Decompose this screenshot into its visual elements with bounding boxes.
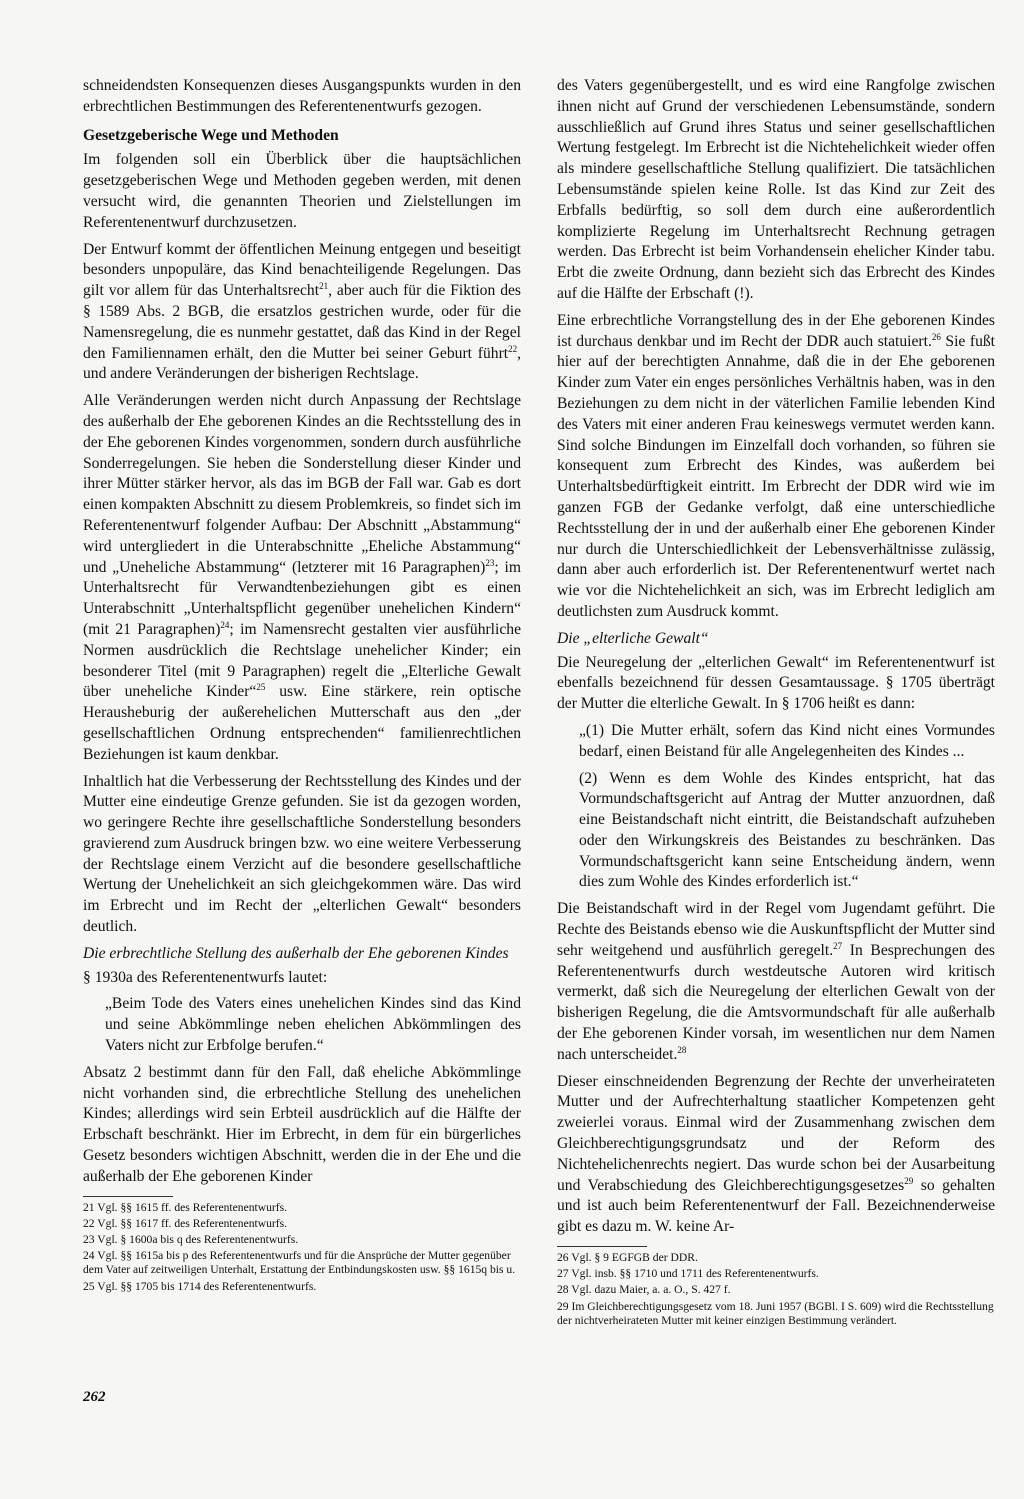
paragraph: Inhaltlich hat die Verbesserung der Rechtsstellung des Kindes und der Mutter eine eindeutige Grenze gefunden. Sie ist da gezogen worden, wo geringere Rechte ihre gesellschaftliche Sonderstellung besonders gravierend zum Ausdruck bringen bzw. wo eine weitere Verbesserung der Rechtslage einem Verzicht auf die besondere gesellschaftliche Wertung der Unehelichkeit an sich gleichgekommen wäre. Das wird im Erbrecht und im Recht der „elterlichen Gewalt“ besonders deutlich.	[83, 772, 521, 936]
footnote-ref: 29	[904, 1175, 914, 1186]
footnote-ref: 28	[677, 1044, 687, 1055]
text-run: so gehalten und ist auch beim Referentenentwurf der Fall. Bezeichnenderweise gibt es dazu m. W. keine Ar-	[557, 1176, 996, 1236]
footnote-ref: 26	[931, 331, 941, 342]
paragraph: Absatz 2 bestimmt dann für den Fall, daß eheliche Abkömmlinge nicht vorhanden sind, die erbrechtliche Stellung des unehelichen Kindes; allerdings wird sein Erbteil ausdrücklich auf die Hälfte der Erbschaft beschränkt. Hier im Erbrecht, in dem für ein bürgerliches Gesetz besonders wichtigen Abschnitt, werden die in der Ehe und die außerhalb der Ehe geborenen Kinder	[83, 1063, 521, 1185]
text-run: ; im Namensrecht gestalten vier ausführliche Normen ausdrücklich die Rechtslage unehelicher Kinder; ein besonderer Titel (mit 9 Paragraphen) regelt die „Elterliche Gewalt über uneheliche Kinder“	[83, 620, 521, 701]
text-run: usw. Eine stärkere, rein optische Herausheburig der außerehelichen Mutterschaft aus den „der gesellschaftlichen Ordnung entsprechenden“ familienrechtlichen Beziehungen ist kaum denkbar.	[83, 683, 521, 763]
page-number: 262	[83, 1389, 106, 1405]
footnote: 27 Vgl. insb. §§ 1710 und 1711 des Referentenentwurfs.	[557, 1267, 819, 1281]
text-run: Die Beistandschaft wird in der Regel vom Jugendamt geführt. Die Rechte des Beistands ebenso wie die Auskunftspflicht der Mutter sind sehr weitgehend und ausführlich geregelt.	[557, 900, 995, 959]
paragraph: § 1930a des Referentenentwurfs lautet:	[83, 968, 328, 986]
text-run: Eine erbrechtliche Vorrangstellung des in der Ehe geborenen Kindes ist durchaus denkbar und im Recht der DDR auch statuiert.	[557, 311, 995, 350]
footnote-divider	[83, 1196, 173, 1197]
footnote: 24 Vgl. §§ 1615a bis p des Referentenentwurfs und für die Ansprüche der Mutter gegenüber dem Vater auf zeitweiligen Unterhalt, Erstattung der Entbindungskosten usw. §§ 1615q bis u.	[83, 1249, 516, 1277]
quote: (2) Wenn es dem Wohle des Kindes entspricht, hat das Vormundschaftsgericht auf Antrag der Mutter anzuordnen, daß eine Beistandschaft nicht eintritt, die Beistandschaft aufzuheben oder den Wirkungskreis des Beistandes zu beschränken. Das Vormundschaftsgericht kann seine Entscheidung ändern, wenn dies zum Wohle des Kindes erforderlich ist.“	[579, 769, 995, 891]
footnote: 23 Vgl. § 1600a bis q des Referentenentwurfs.	[83, 1233, 299, 1247]
footnote: 28 Vgl. dazu Maier, a. a. O., S. 427 f.	[557, 1283, 731, 1297]
footnote: 29 Im Gleichberechtigungsgesetz vom 18. Juni 1957 (BGBl. I S. 609) wird die Rechtsstellung der nichtverheirateten Mutter mit keiner einzigen Bestimmung verändert.	[557, 1299, 994, 1327]
text-run: Dieser einschneidenden Begrenzung der Rechte der unverheirateten Mutter und der Aufrechterhaltung staatlicher Kompetenzen geht zweierlei voraus. Einmal wird der Zusammenhang zwischen dem Gleichberechtigungsgrundsatz und der Reform des Nichtehelichenrechts negiert. Das wurde schon bei der Ausarbeitung und Verabschiedung des Gleichberechtigungsgesetzes	[557, 1072, 995, 1194]
text-run: Sie fußt hier auf der berechtigten Annahme, daß die in der Ehe geborenen Kinder zum Vater ein enges persönliches Verhältnis haben, was in den Beziehungen zu dem nicht in der väterlichen Familie lebenden Kind des Vaters mit einer anderen Frau keineswegs vermutet werden kann. Sind solche Bindungen im Einzelfall doch vorhanden, so führen sie konsequent zum Erbrecht des Kindes, was außerdem bei Unterhaltsbedürftigkeit eintritt. Im Erbrecht der DDR wird wie im ganzen FGB der Gedanke verfolgt, daß eine unterschiedliche Rechtsstellung der in und der außerhalb einer Ehe geborenen Kinder nur durch die Unterschiedlichkeit der Lebensverhältnisse zulässig, dann aber auch erforderlich ist. Der Referentenentwurf wertet nach wie vor die Nichtehelichkeit an sich, was im Erbrecht lediglich am deutlichsten zum Ausdruck kommt.	[557, 332, 995, 620]
footnote-ref: 22	[508, 343, 518, 354]
paragraph	[83, 240, 521, 386]
paragraph: Die Neuregelung der „elterlichen Gewalt“ im Referentenentwurf ist ebenfalls bezeichnend für dessen Gesamtaussage. § 1705 überträgt der Mutter die elterliche Gewalt. In § 1706 heißt es dann:	[557, 653, 995, 713]
footnote: 25 Vgl. §§ 1705 bis 1714 des Referentenentwurfs.	[83, 1279, 317, 1293]
left-column	[83, 76, 521, 1296]
footnote: 21 Vgl. §§ 1615 ff. des Referentenentwurfs.	[83, 1200, 288, 1214]
footnote-ref: 24	[220, 619, 230, 630]
footnote-ref: 27	[833, 940, 843, 951]
quote: „(1) Die Mutter erhält, sofern das Kind nicht eines Vormundes bedarf, einen Beistand für alle Angelegenheiten des Kindes ...	[579, 721, 995, 760]
text-run: Der Entwurf kommt der öffentlichen Meinung entgegen und beseitigt besonders unpopuläre, das Kind benachteiligende Regelungen. Das gilt vor allem für das Unterhaltsrecht	[83, 240, 521, 300]
right-column	[557, 76, 995, 1330]
paragraph	[557, 1072, 995, 1238]
subsection-heading: Die erbrechtliche Stellung des außerhalb der Ehe geborenen Kindes	[83, 944, 509, 962]
footnote-ref: 23	[485, 557, 495, 568]
footnote-ref: 21	[319, 280, 329, 291]
paragraph	[557, 899, 995, 1065]
section-heading: Gesetzgeberische Wege und Methoden	[83, 126, 339, 144]
quote: „Beim Tode des Vaters eines unehelichen Kindes sind das Kind und seine Abkömmlinge neben ehelichen Abkömmlingen des Vaters nicht zur Erbfolge berufen.“	[105, 995, 521, 1055]
paragraph	[557, 311, 995, 623]
text-run: Alle Veränderungen werden nicht durch Anpassung der Rechtslage des außerhalb der Ehe geborenen Kindes an die Rechtsstellung des in der Ehe geborenen Kindes vorgenommen, sondern durch ausführliche Sonderregelungen. Sie heben die Sonderstellung dieser Kinder und ihrer Mütter stärker hervor, als das im BGB der Fall war. Gab es dort einen kompakten Abschnitt zu diesem Problemkreis, so findet sich im Referentenentwurf folgender Aufbau: Der Abschnitt „Abstammung“ wird untergliedert in die Unterabschnitte „Eheliche Abstammung“ und „Uneheliche Abstammung“ (letzterer mit 16 Paragraphen)	[83, 392, 521, 576]
subsection-heading: Die „elterliche Gewalt“	[557, 629, 709, 647]
text-run: , aber auch für die Fiktion des § 1589 Abs. 2 BGB, die ersatzlos gestrichen wurde, oder für die Namensregelung, die es nunmehr gestattet, daß das Kind in der Regel den Familiennamen erhält, den die Mutter bei seiner Geburt führt	[83, 282, 521, 362]
footnote-ref: 25	[256, 682, 266, 693]
paragraph: Im folgenden soll ein Überblick über die hauptsächlichen gesetzgeberischen Wege und Methoden gegeben werden, mit denen versucht wird, die genannten Theorien und Zielstellungen im Referentenentwurf durchzusetzen.	[83, 151, 521, 231]
footnote-divider	[557, 1246, 647, 1247]
footnote: 26 Vgl. § 9 EGFGB der DDR.	[557, 1251, 698, 1265]
paragraph: schneidendsten Konsequenzen dieses Ausgangspunkts wurden in den erbrechtlichen Bestimmungen des Referentenentwurfs gezogen.	[83, 77, 521, 115]
text-run: ; im Unterhaltsrecht für Verwandtenbeziehungen gibt es einen Unterabschnitt „Unterhaltspflicht gegenüber unehelichen Kindern“ (mit 21 Paragraphen)	[83, 558, 521, 638]
text-run: In Besprechungen des Referentenentwurfs durch westdeutsche Autoren wird kritisch vermerkt, daß sich die Neuregelung der elterlichen Gewalt von der bisherigen Regelung, die die Amtsvormundschaft für alle außerhalb der Ehe geborenen Kinder vorsah, im wesentlichen nur dem Namen nach unterscheidet.	[557, 941, 995, 1063]
paragraph: des Vaters gegenübergestellt, und es wird eine Rangfolge zwischen ihnen nicht auf Grund der verschiedenen Lebensumstände, sondern ausschließlich auf Grund ihres Status und seiner gesellschaftlichen Wertung festgelegt. Im Erbrecht ist die Nichtehelichkeit wieder offen als mindere gesellschaftliche Stellung qualifiziert. Die tatsächlichen Lebensumstände spielen keine Rolle. Ist das Kind zur Zeit des Erbfalls bedürftig, so soll dem durch eine außerordentlich komplizierte Regelung im Unterhaltsrecht Rechnung getragen werden. Das Erbrecht ist beim Vorhandensein ehelicher Kinder tabu. Erbt die zweite Ordnung, dann bezieht sich das Erbrecht des Kindes auf die Hälfte der Erbschaft (!).	[557, 77, 995, 302]
footnote: 22 Vgl. §§ 1617 ff. des Referentenentwurfs.	[83, 1216, 288, 1230]
text-run: , und andere Veränderungen der bisherigen Rechtslage.	[83, 344, 521, 383]
paragraph	[83, 391, 521, 765]
